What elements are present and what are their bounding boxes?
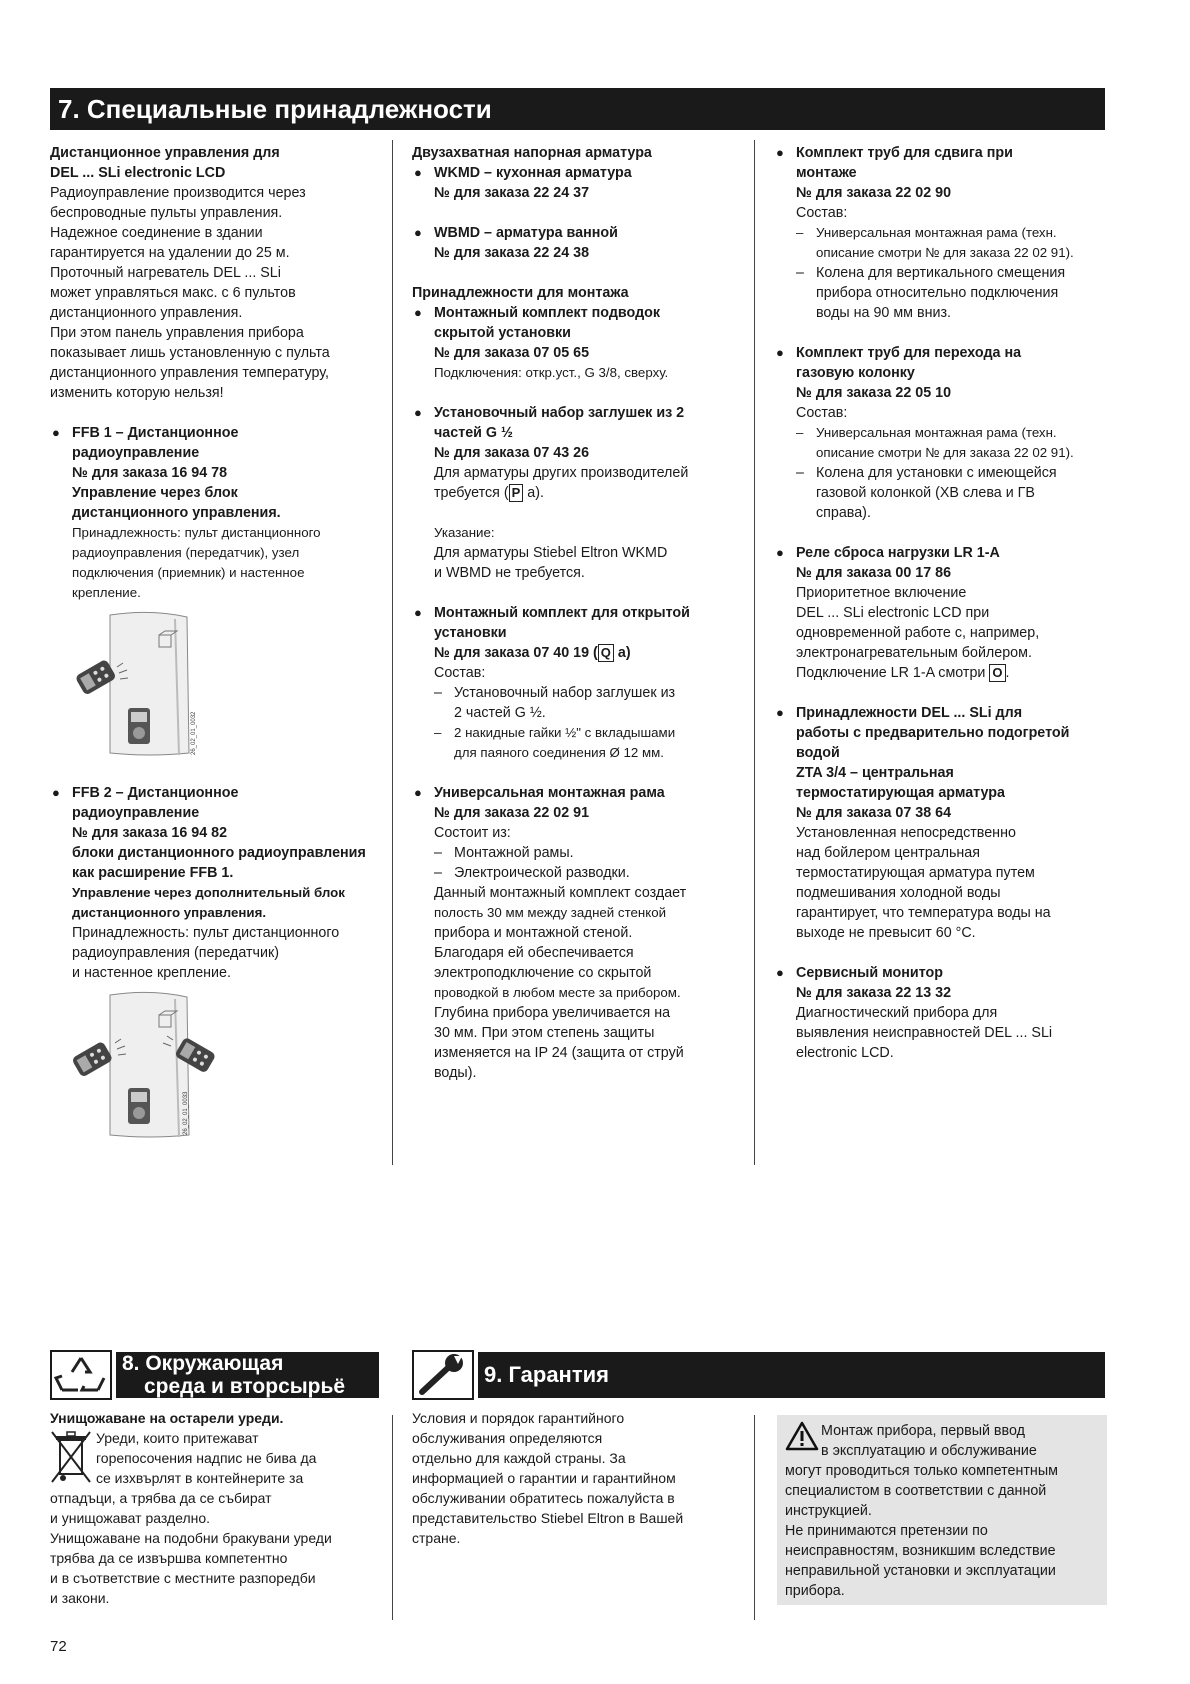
remote-heading-model: DEL ... SLi electronic LCD <box>50 165 226 181</box>
text-line: электронагревательным бойлером. <box>796 645 1032 661</box>
text-line: газовую колонку <box>796 365 915 381</box>
bullet-icon: ● <box>52 425 60 440</box>
key-box: O <box>989 664 1005 682</box>
text-line: блоки дистанционного радиоуправления <box>72 845 366 861</box>
relay-item <box>774 543 1109 683</box>
order-number: № для заказа 07 43 26 <box>434 445 590 461</box>
text-line: неисправностям, возникшим вследствие <box>785 1543 1056 1559</box>
text-line: Монтажный комплект для открытой <box>434 605 690 621</box>
disposal-heading: Унищожаване на остарели уреди. <box>50 1410 284 1426</box>
text-line: показывает лишь установленную с пульта <box>50 345 330 361</box>
text-line: полость 30 мм между задней стенкой <box>434 905 667 920</box>
text-line: может управляться макс. с 6 пультов <box>50 285 296 301</box>
text-line: работы с предварительно подогретой <box>796 725 1070 741</box>
hidden-install-item <box>412 303 747 383</box>
text-line: неправильной установки и эксплуатации <box>785 1563 1056 1579</box>
text-line: DEL ... SLi electronic LCD при <box>796 605 990 621</box>
text-line: Реле сброса нагрузки LR 1-A <box>796 545 1000 561</box>
text-line: WKMD – кухонная арматура <box>434 165 632 181</box>
warranty-text <box>412 1408 747 1548</box>
text-line: специалистом в соответствии с данной <box>785 1483 1047 1499</box>
text-line: Радиоуправление производится через <box>50 185 306 201</box>
text-line: частей G ½ <box>434 425 513 441</box>
text-line: Надежное соединение в здании <box>50 225 263 241</box>
text-line: прибора и монтажной стеной. <box>434 925 633 941</box>
bullet-icon: ● <box>52 785 60 800</box>
text-line: термостатирующая арматура <box>796 785 1005 801</box>
dash-item: – Установочный набор заглушек из 2 частей G ½. <box>434 685 676 721</box>
text-line: Универсальная монтажная рама <box>434 785 665 801</box>
text-line: гарантирует, что температура воды на <box>796 905 1051 921</box>
text-line: WBMD – арматура ванной <box>434 225 618 241</box>
text-line: Состоит из: <box>434 825 511 841</box>
text-line: и настенное крепление. <box>72 965 231 981</box>
text-line: Глубина прибора увеличивается на <box>434 1005 671 1021</box>
ffb2-item <box>50 783 385 983</box>
heater-remote-illustration <box>65 605 205 760</box>
text-line: гарантируется на удалении до 25 м. <box>50 245 290 261</box>
text-line: Диагностический прибора для <box>796 1005 998 1021</box>
crossed-bin-icon <box>50 1428 92 1486</box>
column-1 <box>50 143 385 603</box>
text-line: могут проводиться только компетентным <box>785 1463 1058 1479</box>
bullet-icon: ● <box>776 965 784 980</box>
text-line: дистанционного управления. <box>50 305 243 321</box>
text-line: электроподключение со скрытой <box>434 965 652 981</box>
text-line: ZTA 3/4 – центральная <box>796 765 954 781</box>
order-number: № для заказа 22 02 90 <box>796 185 952 201</box>
text-line: радиоуправление <box>72 805 200 821</box>
text-line: Сервисный монитор <box>796 965 943 981</box>
text-line: одновременной работе с, например, <box>796 625 1040 641</box>
remote-intro <box>50 183 385 403</box>
wkmd-item <box>412 163 747 203</box>
key-box: Q <box>598 644 614 662</box>
text-line: Монтаж прибора, первый ввод <box>821 1423 1025 1439</box>
text-line: Благодаря ей обеспечивается <box>434 945 634 961</box>
text-line: Для арматуры других производителей <box>434 465 689 481</box>
bullet-icon: ● <box>414 225 422 240</box>
text-line: прибора. <box>785 1583 845 1599</box>
text-line: воды). <box>434 1065 477 1081</box>
text-line: термостатирующая арматура путем <box>796 865 1035 881</box>
text-line: трябва да се извършва компетентно <box>50 1550 288 1566</box>
order-number: № для заказа 22 24 37 <box>434 185 590 201</box>
text-line: Состав: <box>796 205 848 221</box>
bullet-icon: ● <box>776 145 784 160</box>
text-line: Подключения: откр.уст., G 3/8, сверху. <box>434 365 669 380</box>
text-line: electronic LCD. <box>796 1045 894 1061</box>
text-line: Условия и порядок гарантийного <box>412 1410 625 1426</box>
bullet-icon: ● <box>776 705 784 720</box>
order-number: № для заказа 22 05 10 <box>796 385 952 401</box>
text-line: беспроводные пульты управления. <box>50 205 283 221</box>
illustration-code: 26_02_01_0032 <box>191 711 197 755</box>
key-box: P <box>509 484 524 502</box>
text-line: Комплект труб для перехода на <box>796 345 1022 361</box>
text-line: радиоуправления (передатчик), узел <box>72 545 300 560</box>
order-number: № для заказа 07 40 19 ( Q a) <box>434 645 631 661</box>
order-number: № для заказа 07 38 64 <box>796 805 952 821</box>
illustration-code: 26_02_01_0033 <box>183 1091 189 1135</box>
text-line: над бойлером центральная <box>796 845 980 861</box>
text-line: Управление через блок <box>72 485 238 501</box>
ffb1-item <box>50 423 385 603</box>
text-line: обслуживании обратитесь пожалуйста в <box>412 1490 675 1506</box>
text-line: Установочный набор заглушек из 2 <box>434 405 685 421</box>
text-line: дистанционного управления температуру, <box>50 365 329 381</box>
text-line: Принадлежность: пульт дистанционного <box>72 925 340 941</box>
text-line: Унищожаване на подобни бракувани уреди <box>50 1530 332 1546</box>
text-line: и унищожават разделно. <box>50 1510 211 1526</box>
text-line: подмешивания холодной воды <box>796 885 1001 901</box>
text-line: и закони. <box>50 1590 110 1606</box>
bullet-icon: ● <box>776 545 784 560</box>
text-line: скрытой установки <box>434 325 571 341</box>
bullet-icon: ● <box>414 305 422 320</box>
text-line: Управление через дополнительный блок <box>72 885 345 900</box>
text-line: дистанционного управления. <box>72 905 267 920</box>
text-line: установки <box>434 625 507 641</box>
bullet-icon: ● <box>414 405 422 420</box>
dash-item: – Универсальная монтажная рама (техн. описание смотри № для заказа 22 02 91). <box>796 425 1074 460</box>
text-line: проводкой в любом месте за прибором. <box>434 985 681 1000</box>
frame-item <box>412 783 747 1083</box>
column-1-lower <box>50 783 385 983</box>
column-divider <box>754 1415 755 1620</box>
text-line: Принадлежность: пульт дистанционного <box>72 525 321 540</box>
text-line: радиоуправления (передатчик) <box>72 945 279 961</box>
column-divider <box>392 1415 393 1620</box>
text-line: се изхвърлят в контейнерите за <box>96 1470 304 1486</box>
order-number: № для заказа 16 94 82 <box>72 825 228 841</box>
column-3 <box>774 143 1109 1063</box>
section-9-title: 9. Гарантия <box>478 1352 1105 1398</box>
open-install-item <box>412 603 747 763</box>
dash-item: – Колена для установки с имеющейся газовой колонкой (ХВ слева и ГВ справа). <box>796 465 1057 521</box>
text-line: Уреди, които притежават <box>96 1430 259 1446</box>
text-line: Монтажный комплект подводок <box>434 305 661 321</box>
disposal-text <box>50 1408 390 1608</box>
text-line: дистанционного управления. <box>72 505 281 521</box>
text-line: Проточный нагреватель DEL ... SLi <box>50 265 281 281</box>
order-number: № для заказа 22 13 32 <box>796 985 952 1001</box>
note-label: Указание: <box>434 525 495 540</box>
text-line: в эксплуатацию и обслуживание <box>821 1443 1037 1459</box>
text-line: изменить которую нельзя! <box>50 385 224 401</box>
text-line: представительство Stiebel Eltron в Вашей <box>412 1510 684 1526</box>
fittings-heading: Двузахватная напорная арматура <box>412 145 652 161</box>
text-line: горепосочения надпис не бива да <box>96 1450 317 1466</box>
text-line: Установленная непосредственно <box>796 825 1016 841</box>
text-line: При этом панель управления прибора <box>50 325 304 341</box>
text-line: Приоритетное включение <box>796 585 967 601</box>
text-line: водой <box>796 745 840 761</box>
recycle-icon <box>50 1350 112 1400</box>
text-line: обслуживания определяются <box>412 1430 603 1446</box>
text-line: Не принимаются претензии по <box>785 1523 988 1539</box>
bullet-icon: ● <box>414 785 422 800</box>
text-line: отпадъци, а трябва да се събират <box>50 1490 272 1506</box>
order-number: № для заказа 07 05 65 <box>434 345 590 361</box>
dash-item: – Универсальная монтажная рама (техн. описание смотри № для заказа 22 02 91). <box>796 225 1074 260</box>
column-divider <box>754 140 755 1165</box>
heater-two-remotes-illustration <box>65 985 215 1145</box>
text-line: крепление. <box>72 585 141 600</box>
order-number: № для заказа 22 24 38 <box>434 245 590 261</box>
order-number: № для заказа 16 94 78 <box>72 465 228 481</box>
order-number: № для заказа 00 17 86 <box>796 565 952 581</box>
bullet-icon: ● <box>414 165 422 180</box>
dash-item: – Монтажной рамы. <box>434 845 574 861</box>
bullet-icon: ● <box>414 605 422 620</box>
text-line: FFB 2 – Дистанционное <box>72 785 239 801</box>
text-line: подключения (приемник) и настенное <box>72 565 305 580</box>
wbmd-item <box>412 223 747 263</box>
bullet-icon: ● <box>776 345 784 360</box>
service-monitor-item <box>774 963 1109 1063</box>
text-line: выходе не превысит 60 °C. <box>796 925 976 941</box>
text-line: Подключение LR 1-A смотри O . <box>796 665 1010 681</box>
page-number: 72 <box>50 1638 67 1655</box>
text-line: FFB 1 – Дистанционное <box>72 425 239 441</box>
text-line: Состав: <box>434 665 486 681</box>
wrench-icon <box>412 1350 474 1400</box>
remote-heading: Дистанционное управления для <box>50 145 280 161</box>
plug-set-item <box>412 403 747 583</box>
text-line: Данный монтажный комплект создает <box>434 885 687 901</box>
text-line: Состав: <box>796 405 848 421</box>
text-line: стране. <box>412 1530 461 1546</box>
text-line: Принадлежности DEL ... SLi для <box>796 705 1023 721</box>
title-line: среда и вторсырьё <box>144 1375 346 1398</box>
text-line: информацией о гарантии и гарантийном <box>412 1470 676 1486</box>
text-line: отдельно для каждой страны. За <box>412 1450 626 1466</box>
text-line: и в съответствие с местните разпоредби <box>50 1570 316 1586</box>
title-line: 8. Окружающая <box>122 1352 284 1375</box>
dash-item: – Колена для вертикального смещения прибора относительно подключения воды на 90 мм вниз. <box>796 265 1066 321</box>
column-divider <box>392 140 393 1165</box>
order-number: № для заказа 22 02 91 <box>434 805 590 821</box>
warning-note <box>777 1415 1107 1605</box>
dash-item: – Электроической разводки. <box>434 865 630 881</box>
text-line: радиоуправление <box>72 445 200 461</box>
text-line: изменяется на IP 24 (защита от струй <box>434 1045 684 1061</box>
text-line: Для арматуры Stiebel Eltron WKMD <box>434 545 668 561</box>
text-line: выявления неисправностей DEL ... SLi <box>796 1025 1053 1041</box>
gas-pipes-item <box>774 343 1109 523</box>
text-line: требуется ( P a). <box>434 485 544 501</box>
text-line: как расширение FFB 1. <box>72 865 234 881</box>
mounting-heading: Принадлежности для монтажа <box>412 285 629 301</box>
dash-item: – 2 накидные гайки ½" с вкладышами для паяного соединения Ø 12 мм. <box>434 725 676 760</box>
warning-icon <box>785 1421 819 1451</box>
text-line: и WBMD не требуется. <box>434 565 585 581</box>
column-2 <box>412 143 747 1083</box>
preheated-item <box>774 703 1109 943</box>
shift-pipes-item <box>774 143 1109 323</box>
text-line: Комплект труб для сдвига при <box>796 145 1013 161</box>
section-8-title <box>116 1352 379 1398</box>
text-line: инструкцией. <box>785 1503 872 1519</box>
text-line: монтаже <box>796 165 857 181</box>
section-7-title: 7. Специальные принадлежности <box>50 88 1105 130</box>
text-line: 30 мм. При этом степень защиты <box>434 1025 655 1041</box>
